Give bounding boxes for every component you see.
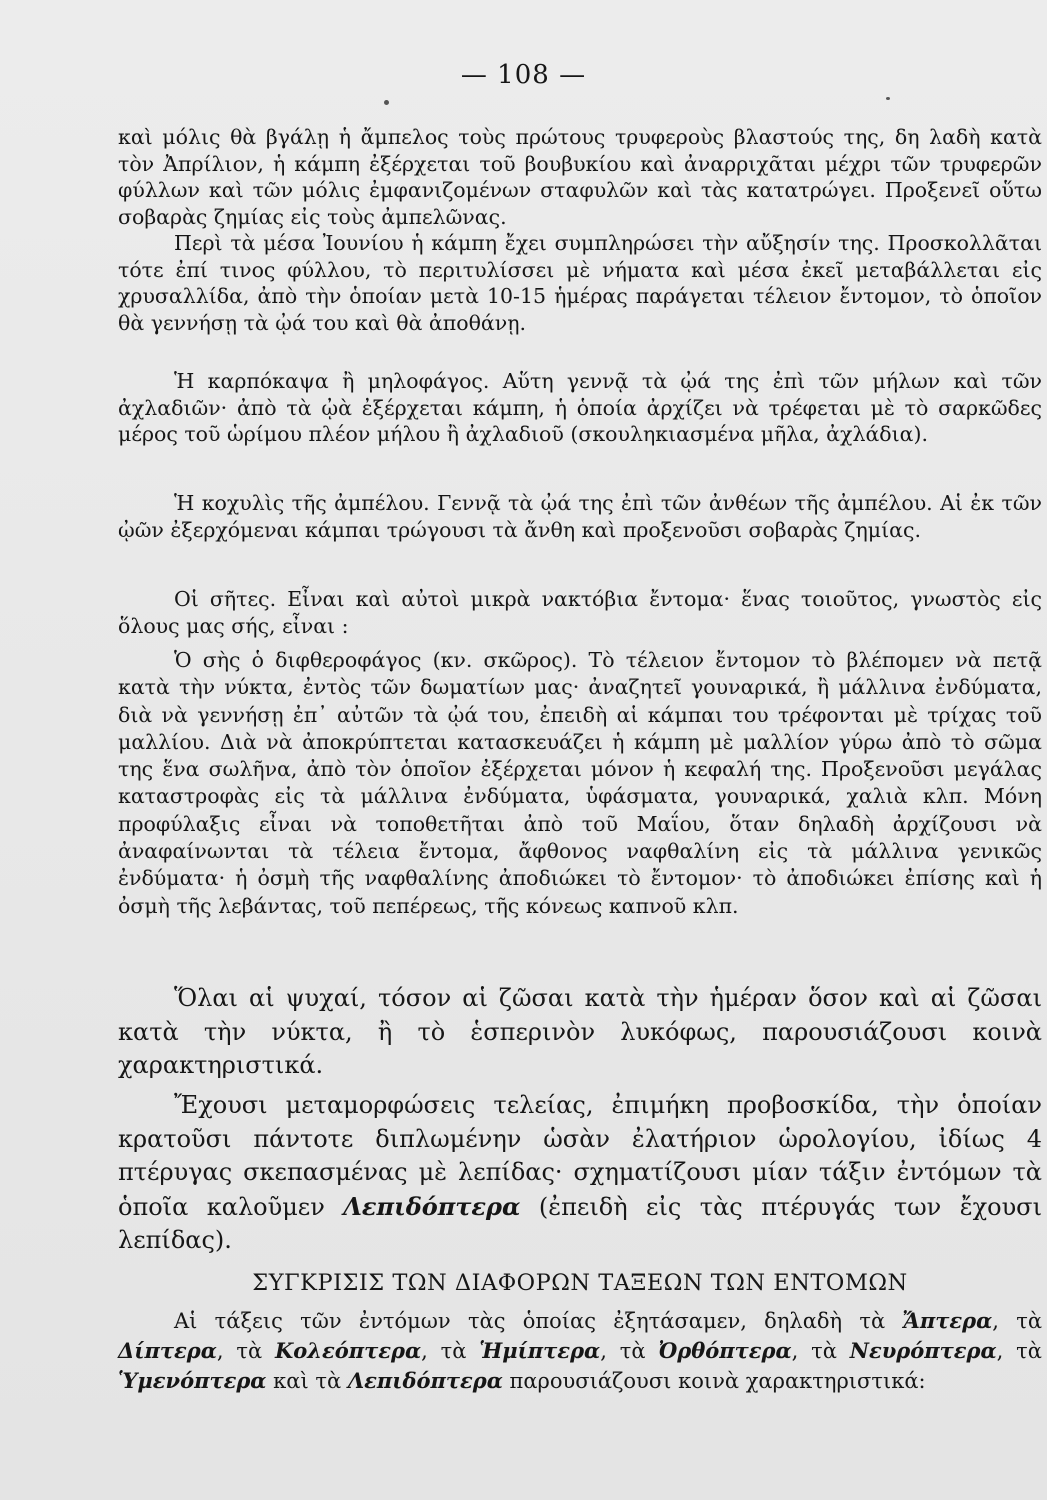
paragraph-butterflies-common: Ὅλαι αἱ ψυχαί, τόσον αἱ ζῶσαι κατὰ τὴν ἡμέραν ὅσον καὶ αἱ ζῶσαι κατὰ τὴν νύκτα, ἢ τὸ ἑσπερινὸν λυκόφως, παρουσιάζουσι κοινὰ χαρακτηριστικά.: [118, 984, 1042, 1079]
text-block-grape-moth: [118, 490, 1042, 543]
separator-4: , τὰ: [600, 1339, 646, 1363]
definition-text-start: Ἔχουσι μεταμορφώσεις τελείας, ἐπιμήκη προβοσκίδα, τὴν ὁποίαν κρατοῦσι πάντοτε διπλωμένην ὡσὰν ἐλατήριον ὡρολογίου, ἰδίως 4 πτέρυγας σκεπασμένας μὲ λεπίδας· σχηματίζουσι μίαν τάξιν ἐντόμων τὰ ὁποῖα καλοῦμεν: [118, 1091, 1042, 1221]
definition-text-end: (ἐπειδὴ εἰς τὰς πτέρυγάς των ἔχουσι λεπίδας).: [118, 1192, 1042, 1254]
paragraph-orders-comparison: [118, 1306, 1042, 1396]
text-block-webbing-moth: [118, 647, 1042, 920]
paragraph-codling-moth: Ἡ καρπόκαψα ἢ μηλοφάγος. Αὕτη γεννᾷ τὰ ᾠά της ἐπὶ τῶν μήλων καὶ τῶν ἀχλαδιῶν· ἀπὸ τὰ ᾠὰ ἐξέρχεται κάμπη, ἡ ὁποία ἀρχίζει νὰ τρέφεται μὲ τὸ σαρκῶδες μέρος τοῦ ὡρίμου πλέον μήλου ἢ ἀχλαδιοῦ (σκουληκιασμένα μῆλα, ἀχλάδια).: [118, 369, 1042, 446]
paragraph-grape-berry-moth: Ἡ κοχυλὶς τῆς ἀμπέλου. Γεννᾷ τὰ ᾠά της ἐπὶ τῶν ἀνθέων τῆς ἀμπέλου. Αἱ ἐκ τῶν ᾠῶν ἐξερχόμεναι κάμπαι τρώγουσι τὰ ἄνθη καὶ προξενοῦσι σοβαρὰς ζημίας.: [118, 491, 1042, 542]
term-lepidoptera: Λεπιδόπτερα: [343, 1191, 521, 1221]
paragraph-clothes-moths-intro: Οἱ σῆτες. Εἶναι καὶ αὐτοὶ μικρὰ νακτόβια ἔντομα· ἕνας τοιοῦτος, γνωστὸς εἰς ὅλους μας σής, εἶναι :: [118, 587, 1042, 638]
orders-closing-text: παρουσιάζουσι κοινὰ χαρακτηριστικά:: [509, 1369, 926, 1393]
ink-speck: [384, 100, 389, 105]
text-block-orders-comparison: [118, 1306, 1042, 1396]
separator-7: καὶ τὰ: [273, 1369, 342, 1393]
paragraph-june-pupation: Περὶ τὰ μέσα Ἰουνίου ἡ κάμπη ἔχει συμπληρώσει τὴν αὔξησίν της. Προσκολλᾶται τότε ἐπί τινος φύλλου, τὸ περιτυλίσσει μὲ νήματα καὶ μέσα ἐκεῖ μεταβάλλεται εἰς χρυσαλλίδα, ἀπὸ τὴν ὁποίαν μετὰ 10-15 ἡμέρας παράγεται τέλειον ἔντομον, τὸ ὁποῖον θὰ γεννήσῃ τὰ ᾠά του καὶ θὰ ἀποθάνῃ.: [118, 231, 1042, 335]
term-neuroptera: Νευρόπτερα: [849, 1338, 997, 1363]
ink-speck: [886, 97, 890, 100]
text-block-codling-moth: [118, 368, 1042, 448]
text-block-vine-caterpillar: [118, 124, 1042, 336]
paragraph-lepidoptera-definition: [118, 1089, 1042, 1258]
orders-intro-text: Αἱ τάξεις τῶν ἐντόμων τὰς ὁποίας ἐξητάσαμεν, δηλαδὴ τὰ: [174, 1309, 886, 1333]
term-diptera: Δίπτερα: [118, 1338, 217, 1363]
term-lepidoptera-2: Λεπιδόπτερα: [347, 1368, 503, 1393]
term-hymenoptera: Ὑμενόπτερα: [118, 1368, 267, 1393]
text-block-lepidoptera-definition: [118, 1089, 1042, 1258]
section-heading: ΣΥΓΚΡΙΣΙΣ ΤΩΝ ΔΙΑΦΟΡΩΝ ΤΑΞΕΩΝ ΤΩΝ ΕΝΤΟΜΩΝ: [252, 1270, 908, 1296]
paragraph-webbing-clothes-moth: Ὁ σὴς ὁ διφθεροφάγος (κν. σκῶρος). Τὸ τέλειον ἔντομον τὸ βλέπομεν νὰ πετᾷ κατὰ τὴν νύκτα, ἐντὸς τῶν δωματίων μας· ἀναζητεῖ γουναρικά, ἢ μάλλινα ἐνδύματα, διὰ νὰ γεννήσῃ ἐπ᾽ αὐτῶν τὰ ᾠά του, ἐπειδὴ αἱ κάμπαι του τρέφονται μὲ τρίχας τοῦ μαλλίου. Διὰ νὰ ἀποκρύπτεται κατασκευάζει ἡ κάμπη μὲ μαλλίον γύρω ἀπὸ τὸ σῶμα της ἕνα σωλῆνα, ἀπὸ τὸν ὁποῖον ἐξέρχεται μόνον ἡ κεφαλή της. Προξενοῦσι μεγάλας καταστροφὰς εἰς τὰ μάλλινα ἐνδύματα, ὑφάσματα, γουναρικά, χαλιὰ κλπ. Μόνη προφύλαξις εἶναι νὰ τοποθετῆται ἀπὸ τοῦ Μαΐου, ὅταν δηλαδὴ ἀρχίζουσι νὰ ἀναφαίνωνται τὰ τέλεια ἔντομα, ἄφθονος ναφθαλίνη εἰς τὰ μάλλινα γενικῶς ἐνδύματα· ἡ ὀσμὴ τῆς ναφθαλίνης ἀποδιώκει τὸ ἔντομον· τὸ ἀποδιώκει ἐπίσης καὶ ἡ ὀσμὴ τῆς λεβάντας, τοῦ πεπέρεως, τῆς κόνεως καπνοῦ κλπ.: [118, 648, 1042, 918]
text-block-butterflies: [118, 982, 1042, 1083]
term-coleoptera: Κολεόπτερα: [275, 1338, 422, 1363]
term-hemiptera: Ἡμίπτερα: [479, 1338, 601, 1363]
term-orthoptera: Ὀρθόπτερα: [658, 1338, 792, 1363]
page-number: — 108 —: [460, 60, 587, 90]
separator-1: , τὰ: [992, 1309, 1042, 1333]
separator-5: , τὰ: [791, 1339, 837, 1363]
separator-6: , τὰ: [996, 1339, 1042, 1363]
separator-2: , τὰ: [216, 1339, 263, 1363]
separator-3: , τὰ: [421, 1339, 467, 1363]
term-aptera: Ἄπτερα: [902, 1308, 993, 1333]
paragraph-vine-buds: καὶ μόλις θὰ βγάλῃ ἡ ἄμπελος τοὺς πρώτους τρυφεροὺς βλαστούς της, δη λαδὴ κατὰ τὸν Ἀπρίλιον, ἡ κάμπη ἐξέρχεται τοῦ βουβυκίου καὶ ἀναρριχᾶται μέχρι τῶν τρυφερῶν φύλλων καὶ τῶν μόλις ἐμφανιζομένων σταφυλῶν καὶ τὰς κατατρώγει. Προξενεῖ οὕτω σοβαρὰς ζημίας εἰς τοὺς ἀμπελῶνας.: [118, 125, 1042, 229]
text-block-clothes-moths: [118, 586, 1042, 639]
